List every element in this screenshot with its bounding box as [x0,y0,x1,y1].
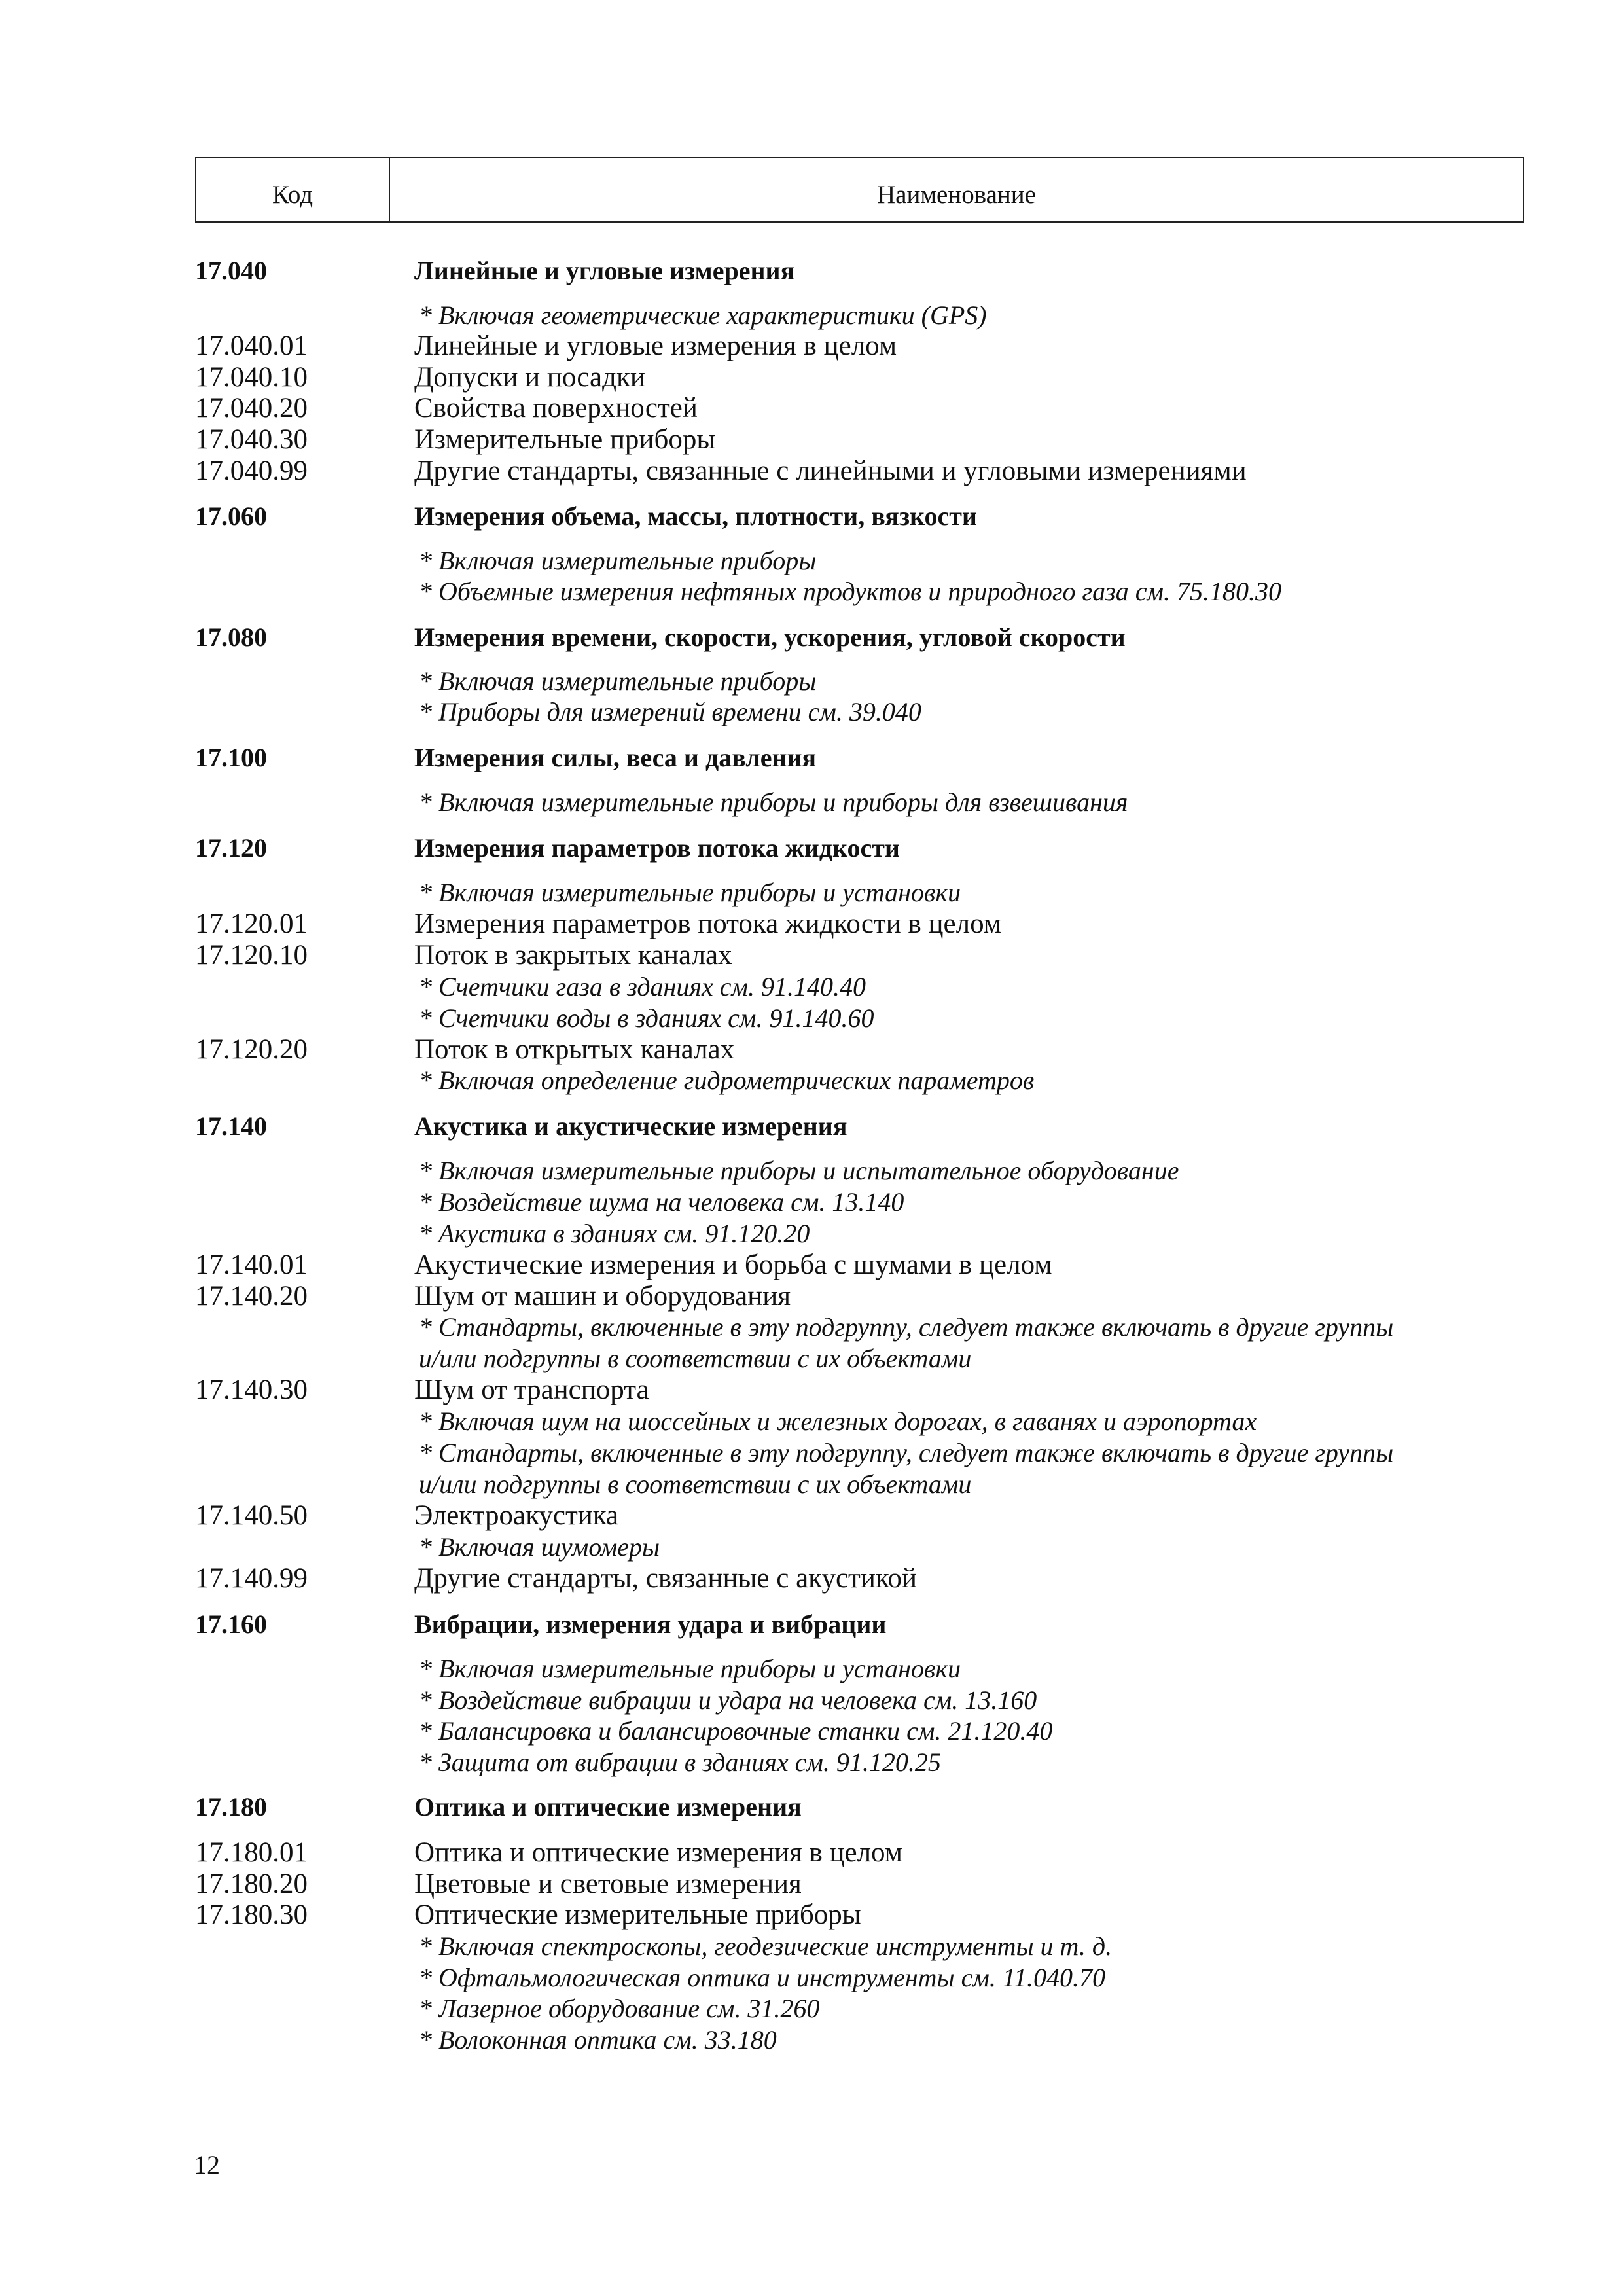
subgroup-row [0,1869,1623,1900]
row-code: 17.140.20 [195,1281,308,1312]
note-row [0,787,1623,818]
note-row [0,1218,1623,1249]
subgroup-row [0,1837,1623,1869]
row-note: * Включая шумомеры [419,1532,660,1562]
note-row [0,300,1623,331]
row-note: * Стандарты, включенные в эту подгруппу, следует также включать в другие группы [419,1312,1394,1342]
row-title: Измерения параметров потока жидкости в целом [414,908,1001,939]
row-note: * Включая спектроскопы, геодезические инструменты и т. д. [419,1931,1113,1961]
row-code: 17.180.30 [195,1899,308,1930]
row-code: 17.060 [195,501,267,531]
note-row [0,2024,1623,2056]
row-title: Цветовые и световые измерения [414,1869,802,1899]
subgroup-row [0,331,1623,362]
code-column-header: Код [196,158,390,221]
note-row [0,1747,1623,1778]
row-title: Измерения объема, массы, плотности, вязкости [414,501,977,531]
subgroup-row [0,908,1623,940]
row-code: 17.080 [195,622,267,652]
row-note: * Балансировка и балансировочные станки см. 21.120.40 [419,1716,1053,1746]
group-row [0,833,1623,864]
note-row [0,1653,1623,1685]
group-row [0,1791,1623,1823]
row-code: 17.040 [195,256,267,285]
row-title: Другие стандарты, связанные с акустикой [414,1563,918,1594]
group-row [0,255,1623,287]
row-note: и/или подгруппы в соответствии с их объектами [419,1344,972,1373]
row-note: * Включая измерительные приборы [419,546,817,575]
row-note: * Включая определение гидрометрических параметров [419,1066,1035,1095]
note-row [0,1469,1623,1500]
note-row [0,576,1623,607]
row-code: 17.120.01 [195,908,308,939]
row-note: * Воздействие шума на человека см. 13.140 [419,1187,904,1217]
note-row [0,1003,1623,1034]
note-row [0,1685,1623,1716]
row-code: 17.040.99 [195,456,308,486]
row-note: * Включая измерительные приборы и установки [419,1654,961,1683]
row-code: 17.040.30 [195,424,308,455]
row-title: Электроакустика [414,1500,619,1531]
note-row [0,1437,1623,1469]
row-code: 17.040.20 [195,393,308,423]
row-note: * Счетчики воды в зданиях см. 91.140.60 [419,1003,874,1033]
row-code: 17.160 [195,1609,267,1639]
note-row [0,1187,1623,1218]
row-code: 17.120.20 [195,1034,308,1065]
row-title: Измерения силы, веса и давления [414,743,817,772]
page-number: 12 [194,2150,220,2179]
subgroup-row [0,1899,1623,1931]
subgroup-row [0,1281,1623,1312]
subgroup-row [0,424,1623,456]
note-row [0,1343,1623,1374]
row-title: Измерения времени, скорости, ускорения, угловой скорости [414,622,1126,652]
row-note: * Включая шум на шоссейных и железных дорогах, в гаванях и аэропортах [419,1407,1257,1436]
row-code: 17.100 [195,743,267,772]
row-note: * Защита от вибрации в зданиях см. 91.120.25 [419,1748,941,1777]
group-row [0,501,1623,532]
row-note: * Включая измерительные приборы и установки [419,878,961,907]
row-title: Акустические измерения и борьба с шумами в целом [414,1249,1052,1280]
note-row [0,666,1623,697]
row-title: Шум от машин и оборудования [414,1281,791,1312]
row-code: 17.140.01 [195,1249,308,1280]
note-row [0,1065,1623,1096]
row-code: 17.140.30 [195,1374,308,1405]
row-note: * Объемные измерения нефтяных продуктов и природного газа см. 75.180.30 [419,577,1281,606]
row-title: Измерения параметров потока жидкости [414,833,900,863]
subgroup-row [0,393,1623,424]
subgroup-row [0,1563,1623,1594]
row-note: и/или подгруппы в соответствии с их объектами [419,1469,972,1499]
row-note: * Включая измерительные приборы [419,666,817,696]
row-code: 17.180 [195,1792,267,1821]
row-code: 17.040.01 [195,331,308,361]
row-note: * Приборы для измерений времени см. 39.040 [419,697,921,726]
note-row [0,1155,1623,1187]
note-row [0,877,1623,908]
row-note: * Воздействие вибрации и удара на человека см. 13.160 [419,1685,1037,1715]
subgroup-row [0,456,1623,487]
row-title: Оптические измерительные приборы [414,1899,861,1930]
group-row [0,622,1623,653]
row-code: 17.180.01 [195,1837,308,1868]
row-title: Измерительные приборы [414,424,716,455]
subgroup-row [0,1374,1623,1406]
row-title: Свойства поверхностей [414,393,698,423]
row-title: Другие стандарты, связанные с линейными и угловыми измерениями [414,456,1247,486]
row-code: 17.120.10 [195,940,308,971]
row-note: * Счетчики газа в зданиях см. 91.140.40 [419,972,866,1001]
row-note: * Включая геометрические характеристики (GPS) [419,300,987,330]
row-note: * Волоконная оптика см. 33.180 [419,2025,777,2054]
note-row [0,1993,1623,2024]
subgroup-row [0,1034,1623,1066]
name-column-header: Наименование [877,180,1036,209]
group-row [0,742,1623,774]
row-code: 17.120 [195,833,267,863]
row-note: * Стандарты, включенные в эту подгруппу, следует также включать в другие группы [419,1438,1394,1467]
row-title: Оптика и оптические измерения в целом [414,1837,902,1868]
row-title: Линейные и угловые измерения [414,256,795,285]
row-title: Линейные и угловые измерения в целом [414,331,897,361]
note-row [0,696,1623,728]
row-title: Шум от транспорта [414,1374,649,1405]
note-row [0,1312,1623,1343]
row-code: 17.040.10 [195,362,308,393]
row-note: * Лазерное оборудование см. 31.260 [419,1994,820,2023]
row-title: Вибрации, измерения удара и вибрации [414,1609,887,1639]
note-row [0,1406,1623,1437]
row-code: 17.180.20 [195,1869,308,1899]
row-title: Поток в открытых каналах [414,1034,735,1065]
row-title: Оптика и оптические измерения [414,1792,802,1821]
note-row [0,1931,1623,1962]
row-note: * Акустика в зданиях см. 91.120.20 [419,1219,810,1248]
row-note: * Включая измерительные приборы и приборы для взвешивания [419,787,1128,817]
row-title: Поток в закрытых каналах [414,940,732,971]
group-row [0,1609,1623,1640]
note-row [0,545,1623,577]
row-code: 17.140.50 [195,1500,308,1531]
subgroup-row [0,1249,1623,1281]
note-row [0,1715,1623,1747]
row-code: 17.140.99 [195,1563,308,1594]
row-note: * Включая измерительные приборы и испытательное оборудование [419,1156,1179,1185]
note-row [0,971,1623,1003]
subgroup-row [0,362,1623,393]
subgroup-row [0,1500,1623,1532]
subgroup-row [0,940,1623,971]
note-row [0,1962,1623,1994]
row-code: 17.140 [195,1111,267,1141]
row-note: * Офтальмологическая оптика и инструменты см. 11.040.70 [419,1963,1105,1992]
note-row [0,1532,1623,1563]
group-row [0,1111,1623,1142]
row-title: Акустика и акустические измерения [414,1111,847,1141]
row-title: Допуски и посадки [414,362,645,393]
